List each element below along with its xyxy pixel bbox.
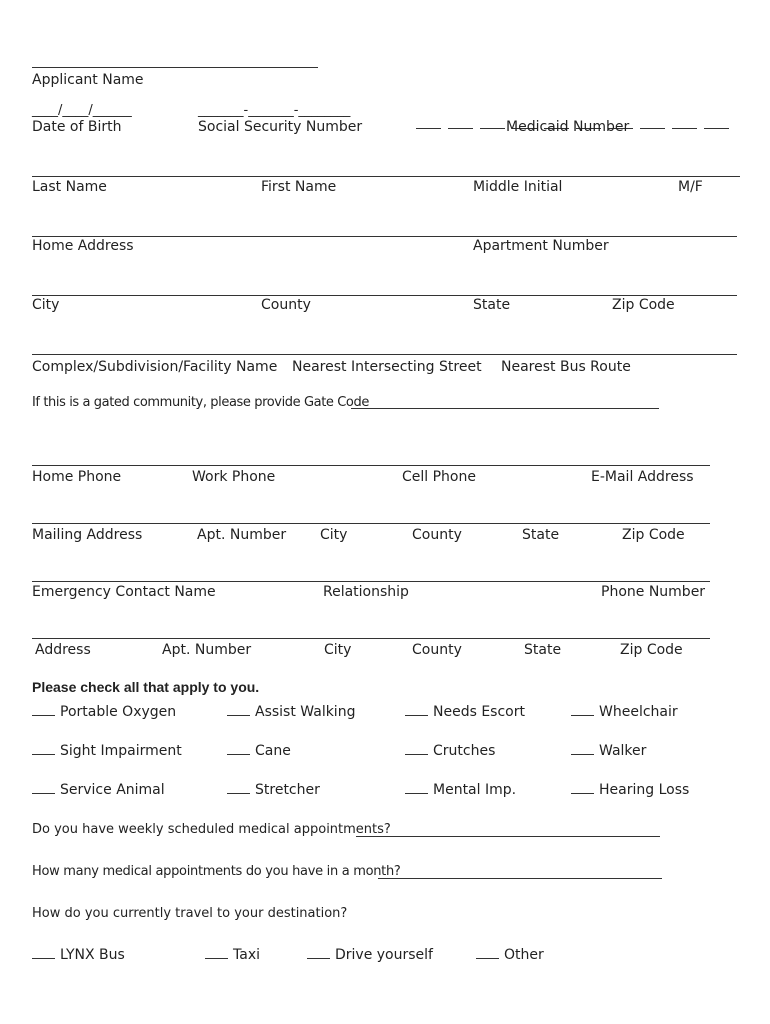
ssn-label: Social Security Number [198, 119, 363, 135]
gate-code-label: If this is a gated community, please provide Gate Code [32, 395, 369, 410]
work-phone-label: Work Phone [192, 469, 276, 485]
email-label: E-Mail Address [591, 469, 694, 485]
emergency-state-label: State [524, 642, 562, 658]
check-label: Wheelchair [599, 704, 678, 720]
intersecting-street-label: Nearest Intersecting Street [292, 359, 482, 375]
county-label: County [261, 297, 311, 313]
emergency-address-label: Address [35, 642, 91, 658]
weekly-appointments-field[interactable] [356, 836, 660, 837]
emergency-phone-label: Phone Number [601, 584, 706, 600]
emergency-address-line[interactable] [32, 638, 710, 639]
check-label: Walker [599, 743, 647, 759]
state-label: State [473, 297, 511, 313]
check-portable-oxygen[interactable] [32, 703, 176, 720]
sex-label: M/F [678, 179, 703, 195]
check-label: Service Animal [60, 782, 165, 798]
medicaid-label: Medicaid Number [506, 119, 630, 135]
check-cane[interactable] [227, 742, 291, 759]
phone-line[interactable] [32, 465, 710, 466]
zip-code-label: Zip Code [612, 297, 675, 313]
emergency-contact-line[interactable] [32, 581, 710, 582]
mailing-zip-label: Zip Code [622, 527, 685, 543]
complex-label: Complex/Subdivision/Facility Name [32, 359, 278, 375]
gate-code-field[interactable] [351, 408, 659, 409]
travel-other[interactable] [476, 946, 544, 963]
dob-field[interactable]: ____/____/______ [32, 103, 132, 118]
home-phone-label: Home Phone [32, 469, 122, 485]
travel-label: Drive yourself [335, 947, 433, 963]
check-stretcher[interactable] [227, 781, 320, 798]
check-label: Assist Walking [255, 704, 356, 720]
check-label: Sight Impairment [60, 743, 182, 759]
travel-question: How do you currently travel to your destination? [32, 906, 348, 921]
check-service-animal[interactable] [32, 781, 165, 798]
ssn-field[interactable]: _______-_______-________ [198, 103, 351, 118]
middle-initial-label: Middle Initial [473, 179, 563, 195]
cell-phone-label: Cell Phone [402, 469, 476, 485]
travel-lynx-bus[interactable] [32, 946, 125, 963]
check-label: Mental Imp. [433, 782, 517, 798]
travel-label: LYNX Bus [60, 947, 125, 963]
home-address-label: Home Address [32, 238, 134, 254]
dob-label: Date of Birth [32, 119, 122, 135]
check-label: Crutches [433, 743, 496, 759]
emergency-county-label: County [412, 642, 462, 658]
mailing-city-label: City [320, 527, 348, 543]
check-wheelchair[interactable] [571, 703, 678, 720]
check-mental-imp[interactable] [405, 781, 516, 798]
travel-drive-yourself[interactable] [307, 946, 433, 963]
mailing-address-line[interactable] [32, 523, 710, 524]
check-walker[interactable] [571, 742, 646, 759]
travel-label: Other [504, 947, 544, 963]
check-needs-escort[interactable] [405, 703, 525, 720]
checklist-heading: Please check all that apply to you. [32, 679, 260, 695]
last-name-label: Last Name [32, 179, 107, 195]
weekly-appointments-question: Do you have weekly scheduled medical appointments? [32, 822, 391, 837]
city-line[interactable] [32, 295, 737, 296]
complex-line[interactable] [32, 354, 737, 355]
emergency-apt-label: Apt. Number [162, 642, 252, 658]
first-name-label: First Name [261, 179, 337, 195]
check-crutches[interactable] [405, 742, 495, 759]
home-address-line[interactable] [32, 236, 737, 237]
check-label: Needs Escort [433, 704, 525, 720]
applicant-name-line[interactable] [32, 67, 318, 68]
apartment-number-label: Apartment Number [473, 238, 609, 254]
emergency-contact-label: Emergency Contact Name [32, 584, 216, 600]
check-label: Cane [255, 743, 291, 759]
mailing-state-label: State [522, 527, 560, 543]
name-line[interactable] [32, 176, 740, 177]
check-label: Hearing Loss [599, 782, 690, 798]
relationship-label: Relationship [323, 584, 409, 600]
check-hearing-loss[interactable] [571, 781, 689, 798]
bus-route-label: Nearest Bus Route [501, 359, 631, 375]
travel-label: Taxi [233, 947, 260, 963]
mailing-county-label: County [412, 527, 462, 543]
applicant-name-label: Applicant Name [32, 72, 144, 88]
emergency-city-label: City [324, 642, 352, 658]
check-sight-impairment[interactable] [32, 742, 182, 759]
check-assist-walking[interactable] [227, 703, 355, 720]
check-label: Stretcher [255, 782, 320, 798]
emergency-zip-label: Zip Code [620, 642, 683, 658]
city-label: City [32, 297, 60, 313]
mailing-address-label: Mailing Address [32, 527, 143, 543]
monthly-appointments-field[interactable] [378, 878, 662, 879]
travel-taxi[interactable] [205, 946, 260, 963]
monthly-appointments-question: How many medical appointments do you have in a month? [32, 864, 401, 879]
check-label: Portable Oxygen [60, 704, 177, 720]
mailing-apt-label: Apt. Number [197, 527, 287, 543]
